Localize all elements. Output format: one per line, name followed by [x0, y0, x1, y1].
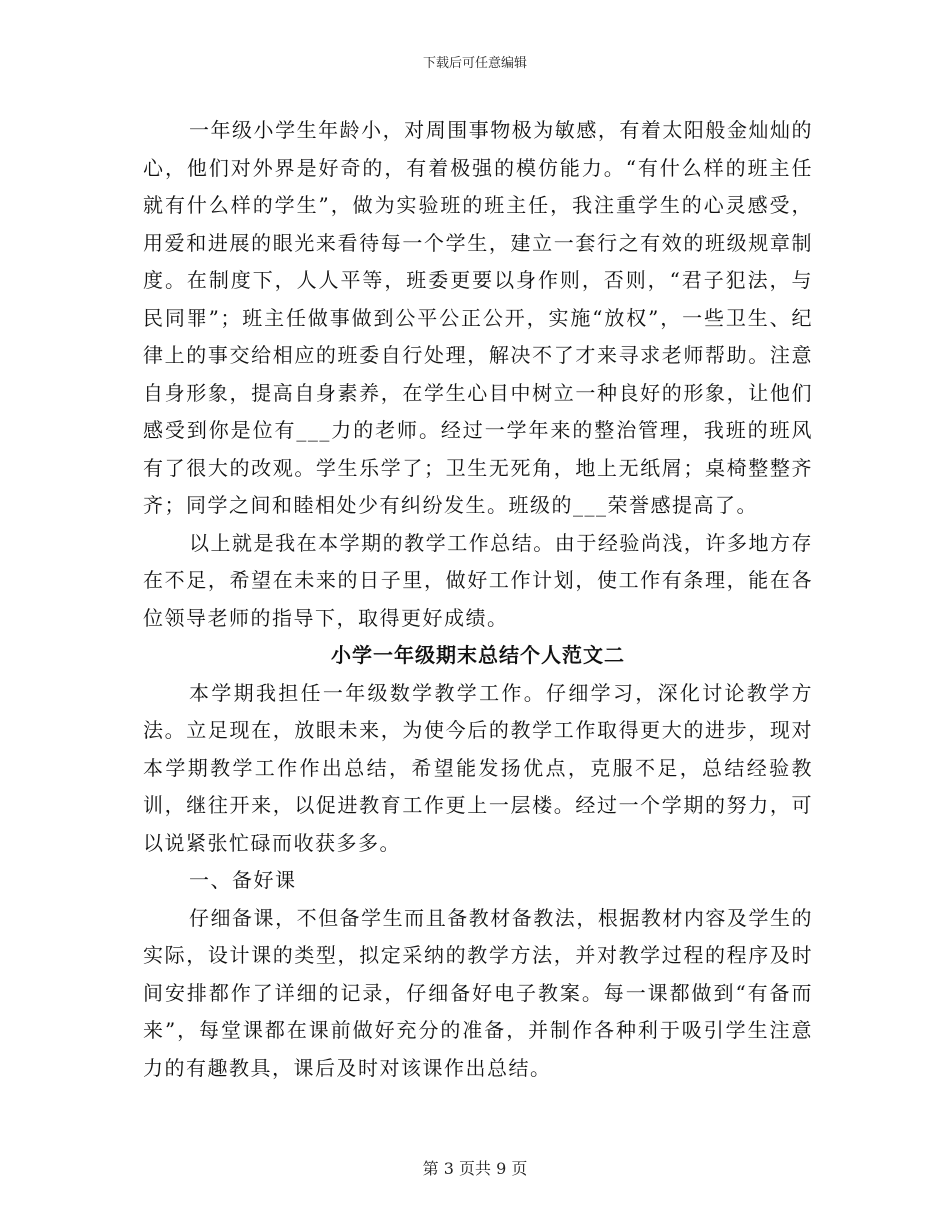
- paragraph-prepare-lessons: 仔细备课，不但备学生而且备教材备教法，根据教材内容及学生的实际，设计课的类型，拟定采纳的教学方法，并对教学过程的程序及时间安排都作了详细的记录，仔细备好电子教案。每一课都做到“有备而来”，每堂课都在课前做好充分的准备，并制作各种利于吸引学生注意力的有趣教具，课后及时对该课作出总结。: [143, 905, 813, 1080]
- page-number: 第 3 页共 9 页: [422, 1159, 528, 1178]
- document-body: [143, 112, 813, 1087]
- page-header: 下载后可任意编辑: [422, 56, 527, 71]
- paragraph-conclusion: 以上就是我在本学期的教学工作总结。由于经验尚浅，许多地方存在不足，希望在未来的日子里，做好工作计划，使工作有条理，能在各位领导老师的指导下，取得更好成绩。: [143, 530, 813, 630]
- paragraph-intro: 本学期我担任一年级数学教学工作。仔细学习，深化讨论教学方法。立足现在，放眼未来，为使今后的教学工作取得更大的进步，现对本学期教学工作作出总结，希望能发扬优点，克服不足，总结经验教训，继往开来，以促进教育工作更上一层楼。经过一个学期的努力，可以说紧张忙碌而收获多多。: [143, 680, 813, 855]
- section-title: 小学一年级期末总结个人范文二: [331, 643, 625, 667]
- paragraph-class-management: 一年级小学生年龄小，对周围事物极为敏感，有着太阳般金灿灿的心，他们对外界是好奇的，有着极强的模仿能力。“有什么样的班主任就有什么样的学生”，做为实验班的班主任，我注重学生的心灵感受，用爱和进展的眼光来看待每一个学生，建立一套行之有效的班级规章制度。在制度下，人人平等，班委更要以身作则，否则，“君子犯法，与民同罪”；班主任做事做到公平公正公开，实施“放权”，一些卫生、纪律上的事交给相应的班委自行处理，解决不了才来寻求老师帮助。注意自身形象，提高自身素养，在学生心目中树立一种良好的形象，让他们感受到你是位有___力的老师。经过一学年来的整治管理，我班的班风有了很大的改观。学生乐学了；卫生无死角，地上无纸屑；桌椅整整齐齐；同学之间和睦相处少有纠纷发生。班级的___荣誉感提高了。: [143, 118, 813, 517]
- subheading-prepare-lessons: 一、备好课: [189, 868, 297, 892]
